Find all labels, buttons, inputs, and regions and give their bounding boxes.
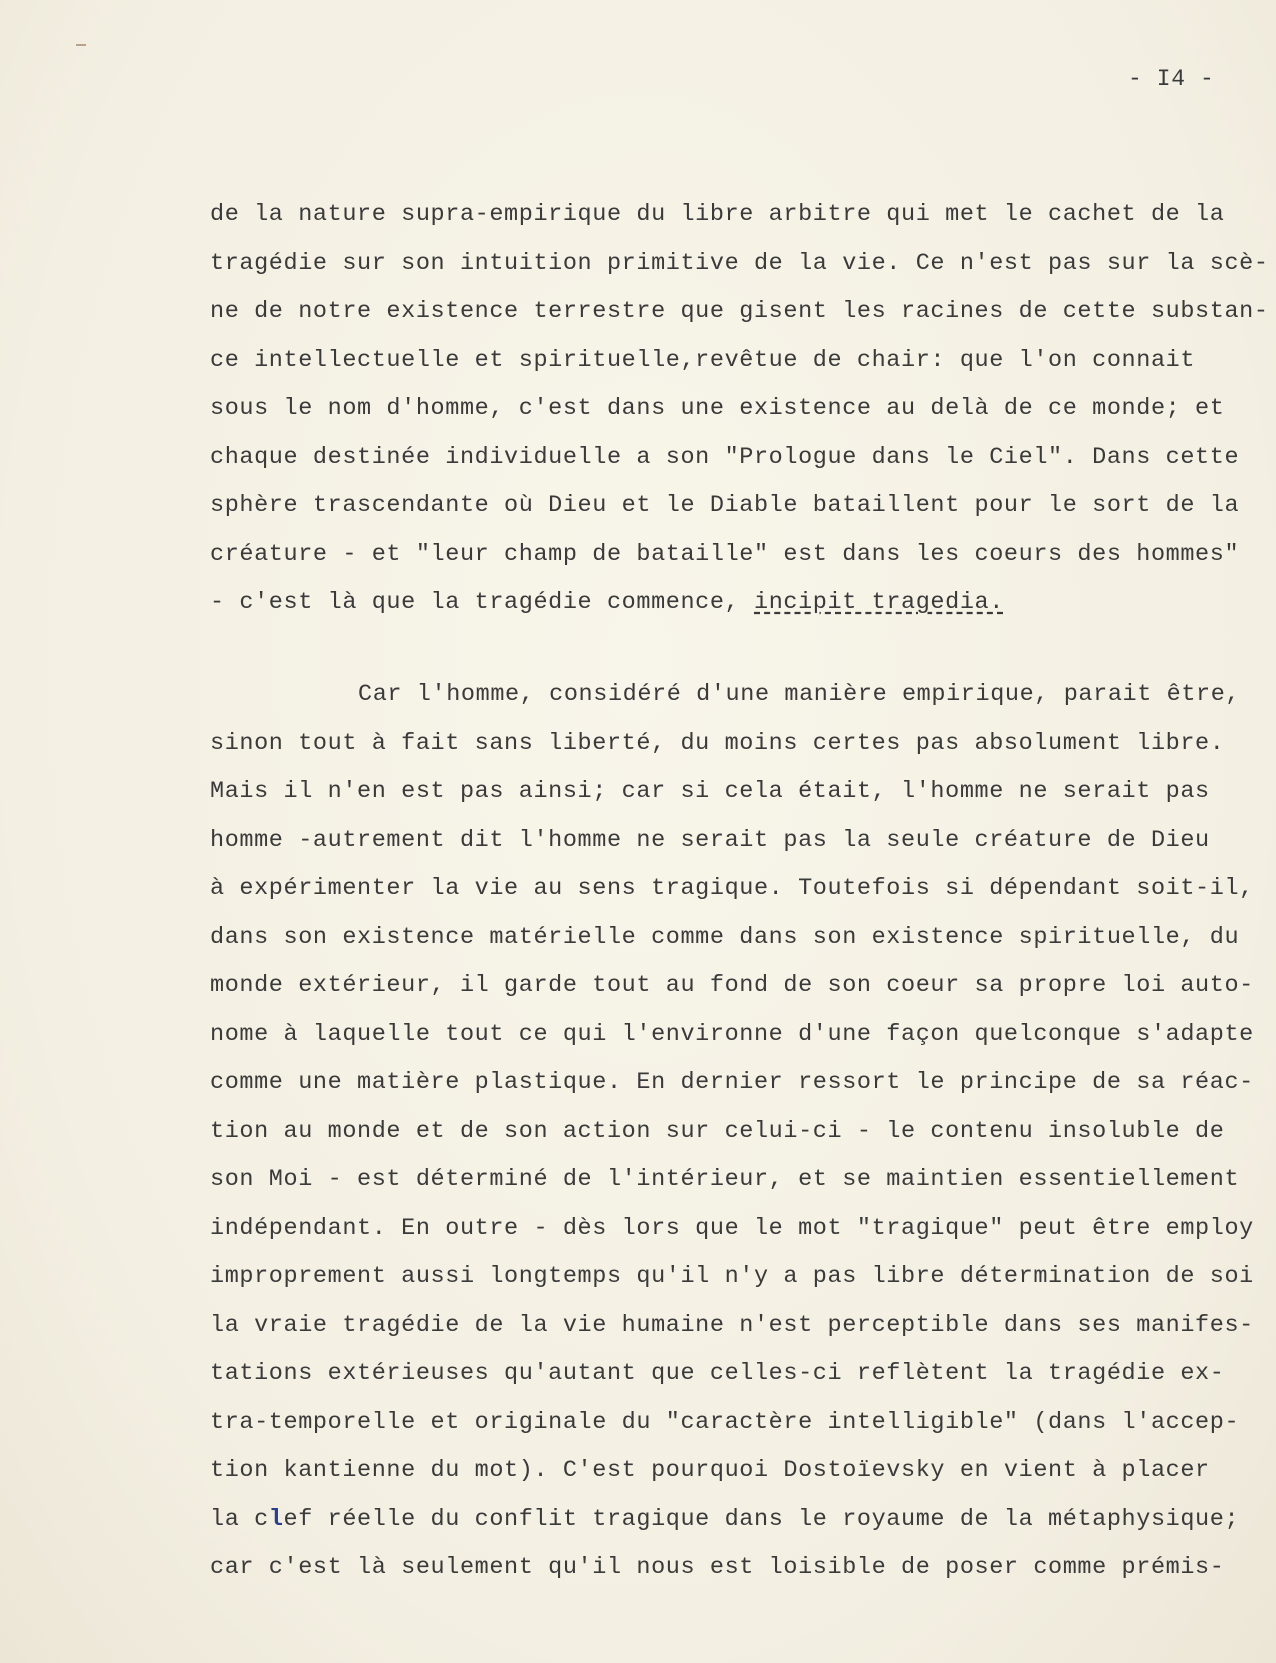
text-line: tragédie sur son intuition primitive de la vie. Ce n'est pas sur la scè- — [210, 249, 1269, 277]
text-line: sphère trascendante où Dieu et le Diable bataillent pour le sort de la — [210, 492, 1240, 519]
text-line: improprement aussi longtemps qu'il n'y a pas libre détermination de soi — [210, 1263, 1254, 1290]
text-line: sinon tout à fait sans liberté, du moins certes pas absolument libre. — [210, 729, 1225, 757]
paragraph-2 — [210, 678, 1260, 1600]
text-line: la vraie tragédie de la vie humaine n'est perceptible dans ses manifes- — [210, 1311, 1254, 1339]
line-prefix: - c'est là que la tragédie commence, — [210, 589, 754, 616]
text-line-indented: Car l'homme, considéré d'une manière empirique, parait être, — [358, 681, 1241, 708]
text-line: indépendant. En outre - dès lors que le mot "tragique" peut être employ — [210, 1214, 1254, 1242]
text-line: homme -autrement dit l'homme ne serait pas la seule créature de Dieu — [210, 826, 1210, 854]
text-line: sous le nom d'homme, c'est dans une existence au delà de ce monde; et — [210, 395, 1225, 422]
text-line: de la nature supra-empirique du libre arbitre qui met le cachet de la — [210, 201, 1225, 228]
text-line: créature - et "leur champ de bataille" est dans les coeurs des hommes" — [210, 540, 1240, 568]
text-line: chaque destinée individuelle a son "Prologue dans le Ciel". Dans cette — [210, 443, 1240, 471]
text-line: son Moi - est déterminé de l'intérieur, et se maintien essentiellement — [210, 1166, 1240, 1193]
text-line: ce intellectuelle et spirituelle,revêtue de chair: que l'on connait — [210, 346, 1196, 374]
text-line: monde extérieur, il garde tout au fond de son coeur sa propre loi auto- — [210, 972, 1254, 999]
page-number: - I4 - — [1128, 66, 1215, 92]
text-line: tion au monde et de son action sur celui-ci - le contenu insoluble de — [210, 1117, 1225, 1145]
paper-edge-mark — [76, 44, 86, 46]
text-line: car c'est là seulement qu'il nous est loisible de poser comme prémis- — [210, 1554, 1225, 1581]
ink-correction: l — [268, 1505, 284, 1533]
text-line: dans son existence matérielle comme dans son existence spirituelle, du — [210, 923, 1240, 951]
paragraph-1 — [210, 198, 1269, 635]
text-line: tion kantienne du mot). C'est pourquoi Dostoïevsky en vient à placer — [210, 1457, 1210, 1484]
text-line: comme une matière plastique. En dernier ressort le principe de sa réac- — [210, 1069, 1254, 1096]
text-line: tations extérieuses qu'autant que celles-ci reflètent la tragédie ex- — [210, 1360, 1225, 1387]
line-start: la c — [210, 1505, 269, 1533]
text-line: à expérimenter la vie au sens tragique. Toutefois si dépendant soit-il, — [210, 875, 1254, 902]
text-line: ne de notre existence terrestre que gisent les racines de cette substan- — [210, 298, 1269, 325]
line-rest: ef réelle du conflit tragique dans le royaume de la métaphysique; — [283, 1505, 1240, 1533]
text-line: tra-temporelle et originale du "caractère intelligible" (dans l'accep- — [210, 1408, 1240, 1436]
text-line-last — [210, 586, 1260, 635]
text-line — [210, 1503, 1260, 1552]
text-line: Mais il n'en est pas ainsi; car si cela était, l'homme ne serait pas — [210, 778, 1210, 805]
latin-phrase: incipit tragedia. — [754, 589, 1004, 616]
text-line: nome à laquelle tout ce qui l'environne d'une façon quelconque s'adapte — [210, 1020, 1254, 1048]
